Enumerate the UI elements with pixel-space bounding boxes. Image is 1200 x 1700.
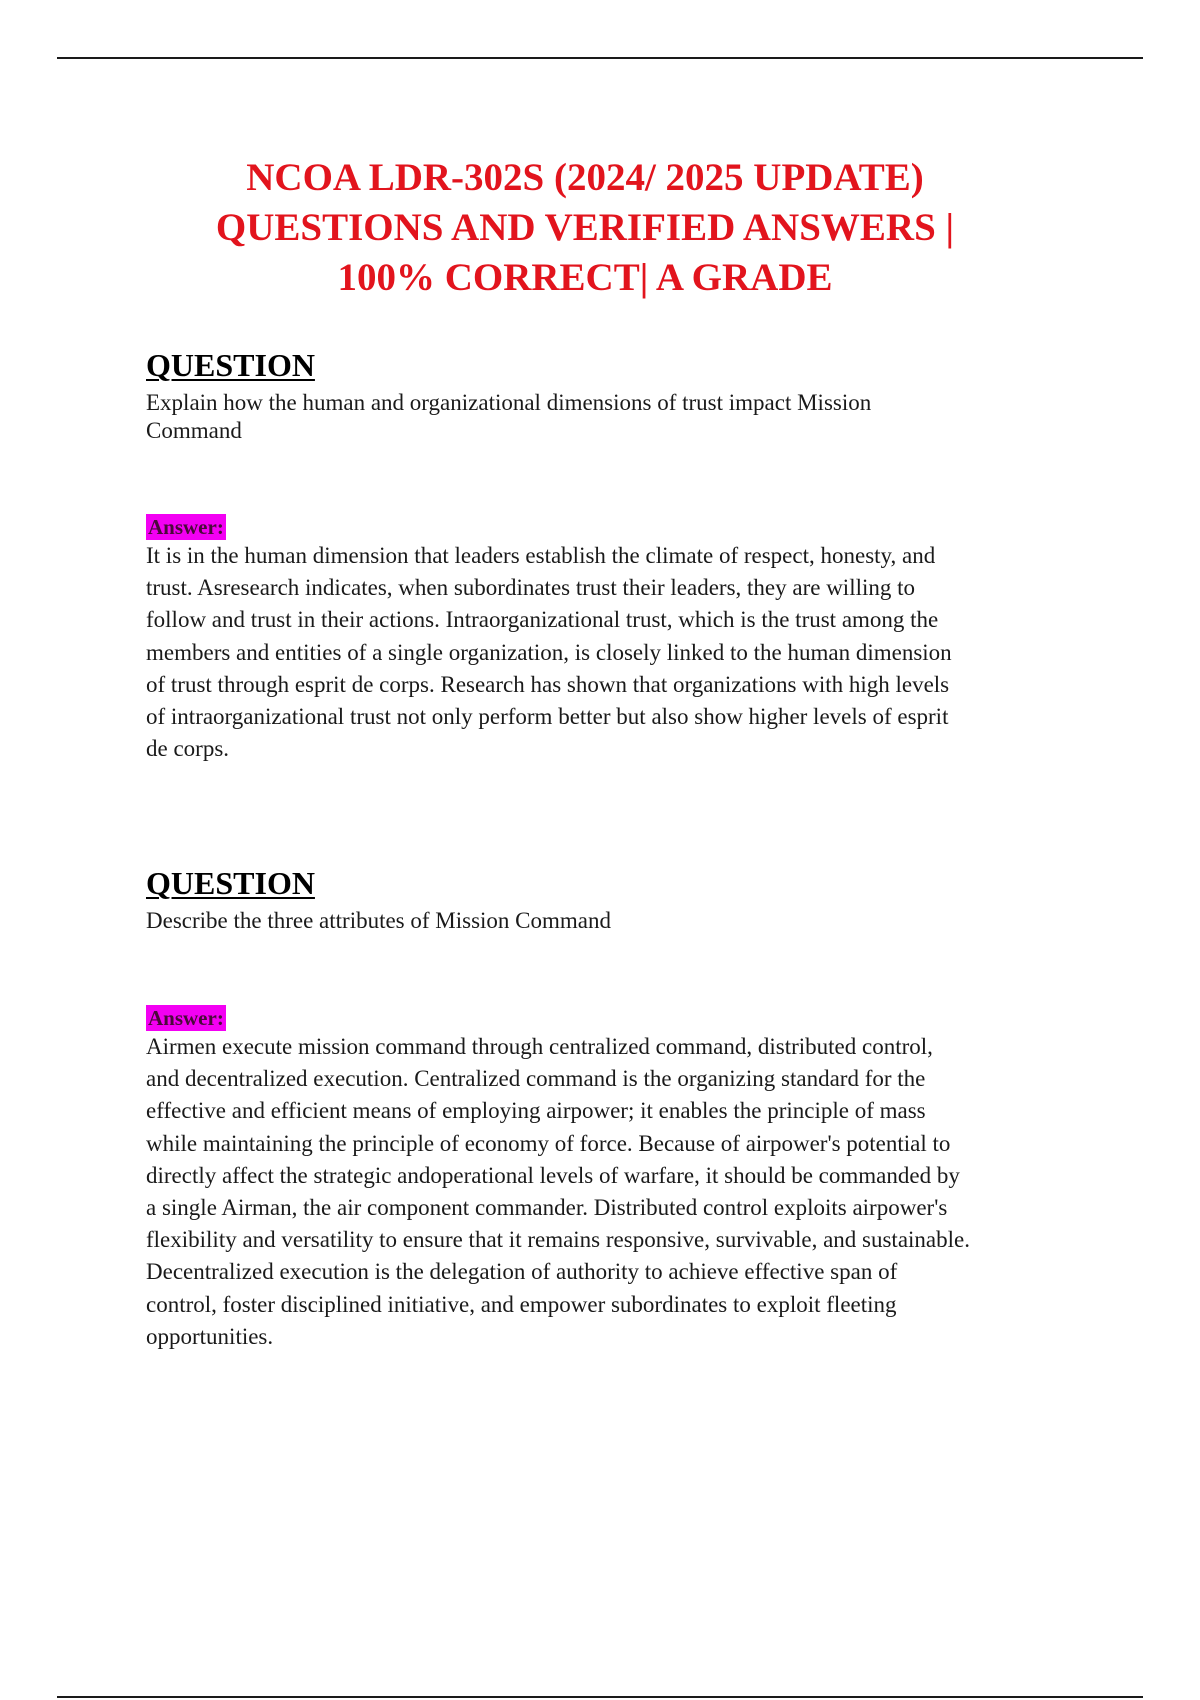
question-line: Command <box>146 418 242 443</box>
document-title <box>150 153 1020 303</box>
question-heading: QUESTION <box>146 347 315 383</box>
answer-label: Answer: <box>148 1006 224 1030</box>
question-block-1 <box>146 346 1026 445</box>
answer-line: members and entities of a single organization, is closely linked to the human dimension <box>146 639 952 665</box>
answer-text <box>146 1031 1026 1353</box>
title-line: QUESTIONS AND VERIFIED ANSWERS | <box>215 206 955 249</box>
answer-line: while maintaining the principle of economy of force. Because of airpower's potential to <box>146 1130 951 1156</box>
answer-line: follow and trust in their actions. Intraorganizational trust, which is the trust among the <box>146 607 939 633</box>
answer-line: effective and efficient means of employing airpower; it enables the principle of mass <box>146 1098 926 1124</box>
answer-block-2 <box>146 1005 1026 1353</box>
title-line: 100% CORRECT| A GRADE <box>337 256 833 299</box>
question-text <box>146 907 1026 935</box>
answer-line: It is in the human dimension that leaders establish the climate of respect, honesty, and <box>146 543 936 568</box>
top-rule <box>57 57 1143 59</box>
answer-text <box>146 540 1026 765</box>
answer-line: of trust through esprit de corps. Research has shown that organizations with high levels <box>146 671 950 697</box>
question-heading: QUESTION <box>146 865 315 901</box>
bottom-rule <box>57 1696 1143 1698</box>
answer-line: Airmen execute mission command through centralized command, distributed control, <box>146 1034 933 1059</box>
answer-line: and decentralized execution. Centralized command is the organizing standard for the <box>146 1066 926 1092</box>
answer-line: of intraorganizational trust not only perform better but also show higher levels of esprit <box>146 704 949 730</box>
question-block-2 <box>146 864 1026 935</box>
answer-line: control, foster disciplined initiative, and empower subordinates to exploit fleeting <box>146 1291 897 1317</box>
question-line: Explain how the human and organizational dimensions of trust impact Mission <box>146 390 872 415</box>
answer-line: opportunities. <box>146 1323 274 1349</box>
answer-line: trust. Asresearch indicates, when subordinates trust their leaders, they are willing to <box>146 575 916 601</box>
title-line: NCOA LDR-302S (2024/ 2025 UPDATE) <box>246 156 924 199</box>
answer-line: directly affect the strategic andoperational levels of warfare, it should be commanded by <box>146 1162 960 1188</box>
answer-line: Decentralized execution is the delegation of authority to achieve effective span of <box>146 1259 898 1285</box>
answer-line: de corps. <box>146 736 230 762</box>
question-line: Describe the three attributes of Mission Command <box>146 908 612 933</box>
answer-line: flexibility and versatility to ensure that it remains responsive, survivable, and sustainable. <box>146 1227 970 1253</box>
answer-block-1 <box>146 514 1026 765</box>
answer-line: a single Airman, the air component commander. Distributed control exploits airpower's <box>146 1195 948 1221</box>
answer-label: Answer: <box>148 515 224 539</box>
question-text <box>146 389 1026 445</box>
